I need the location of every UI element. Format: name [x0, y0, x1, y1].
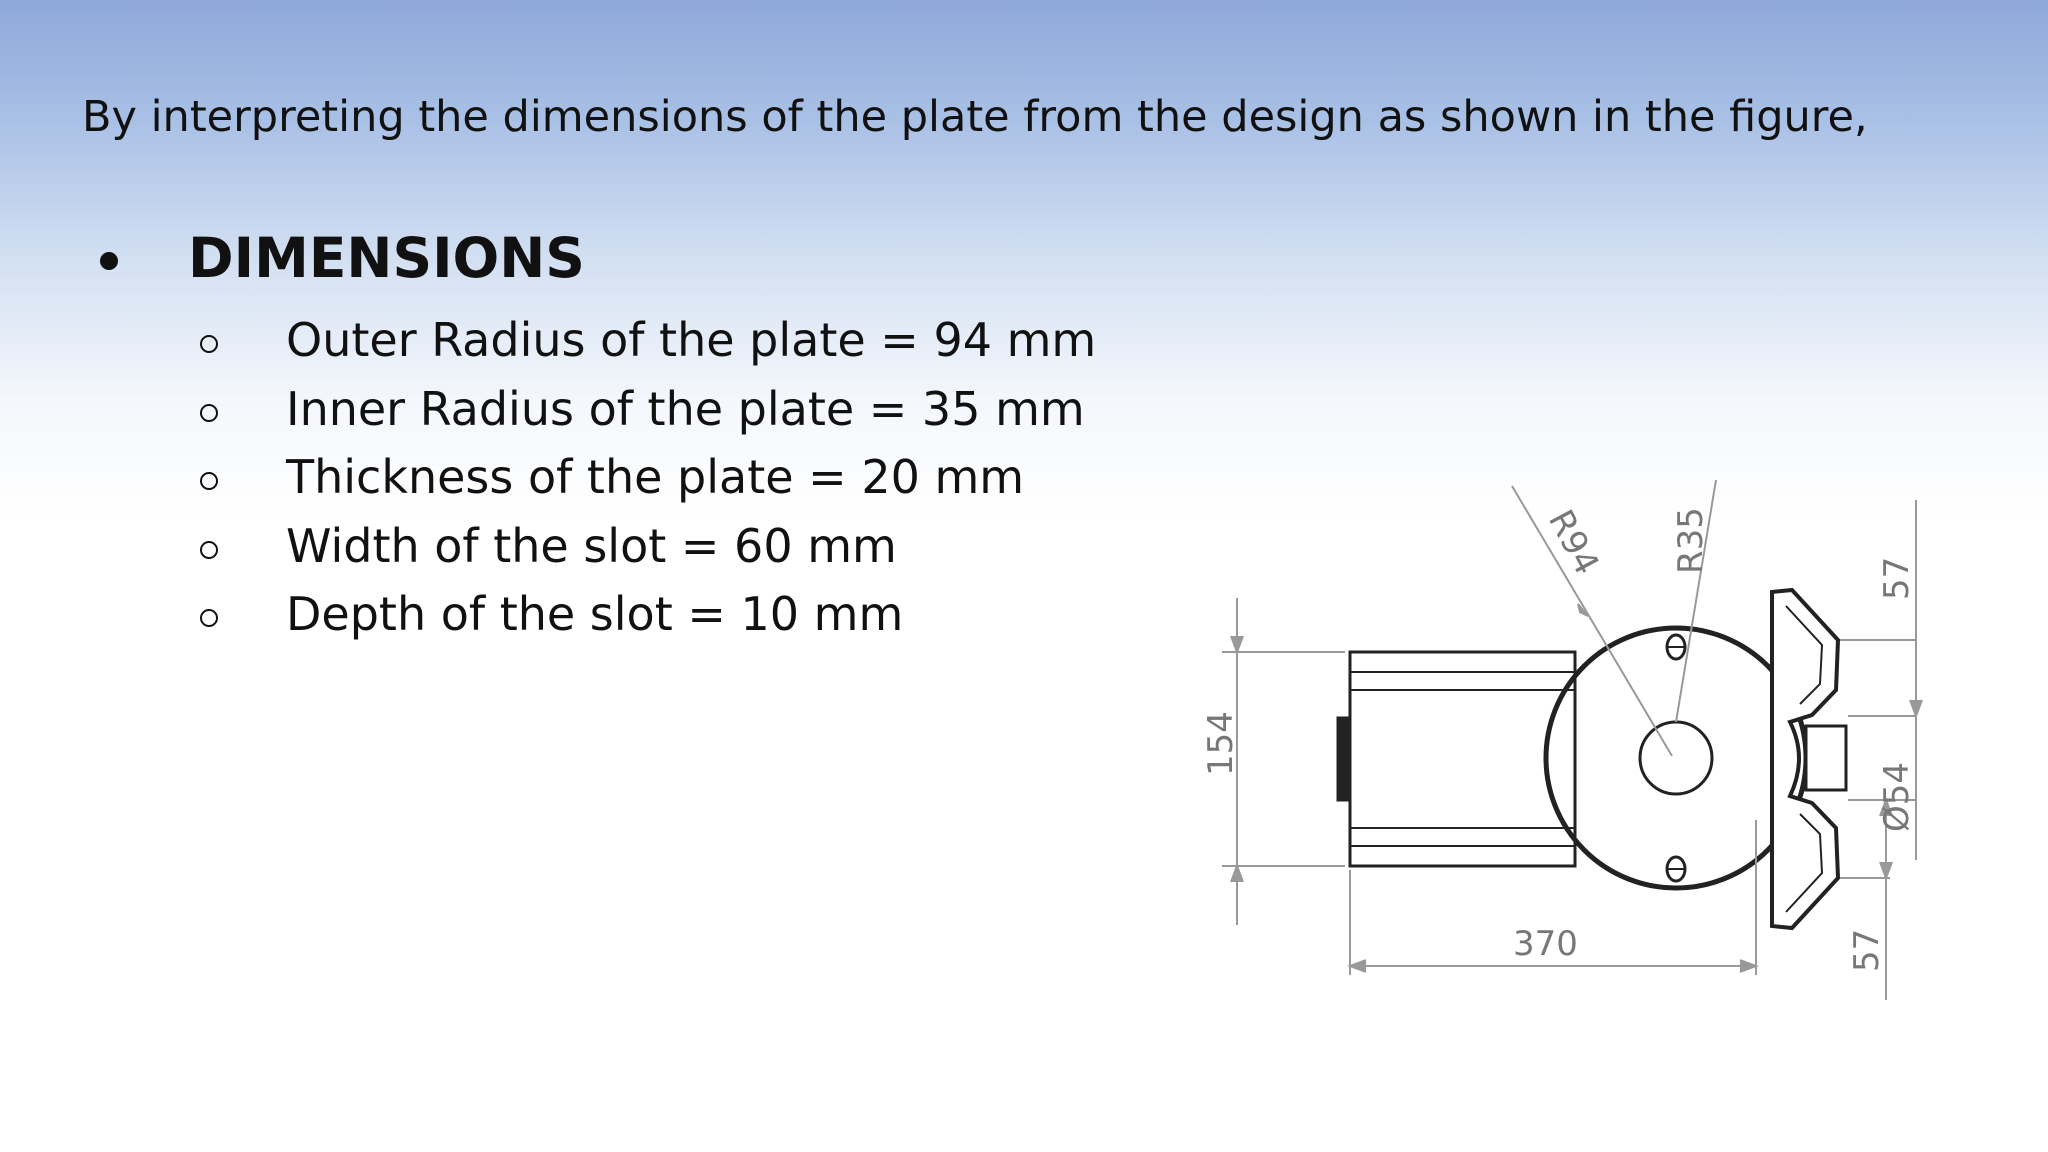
label-r94: R94 [1540, 503, 1607, 582]
label-57-top: 57 [1877, 556, 1917, 600]
item-text: Outer Radius of the plate = 94 mm [286, 313, 1097, 368]
label-dia54: Ø54 [1877, 761, 1917, 832]
body-block [1350, 652, 1575, 866]
label-370: 370 [1513, 924, 1578, 964]
outer-circle [1546, 628, 1806, 888]
item-text: Thickness of the plate = 20 mm [286, 450, 1025, 505]
item-text: Inner Radius of the plate = 35 mm [286, 381, 1085, 436]
label-r35: R35 [1671, 507, 1711, 574]
label-154: 154 [1201, 711, 1241, 776]
label-57-bottom: 57 [1847, 928, 1887, 972]
intro-text: By interpreting the dimensions of the plate from the design as shown in the figure, [82, 92, 1868, 142]
item-text: Depth of the slot = 10 mm [286, 587, 904, 642]
body-end-tab [1338, 718, 1350, 800]
plate-geometry [1338, 590, 1846, 928]
inner-circle [1640, 722, 1712, 794]
item-text: Width of the slot = 60 mm [286, 518, 897, 573]
slot-boss [1806, 726, 1846, 790]
dimensions-heading: DIMENSIONS [188, 226, 585, 290]
